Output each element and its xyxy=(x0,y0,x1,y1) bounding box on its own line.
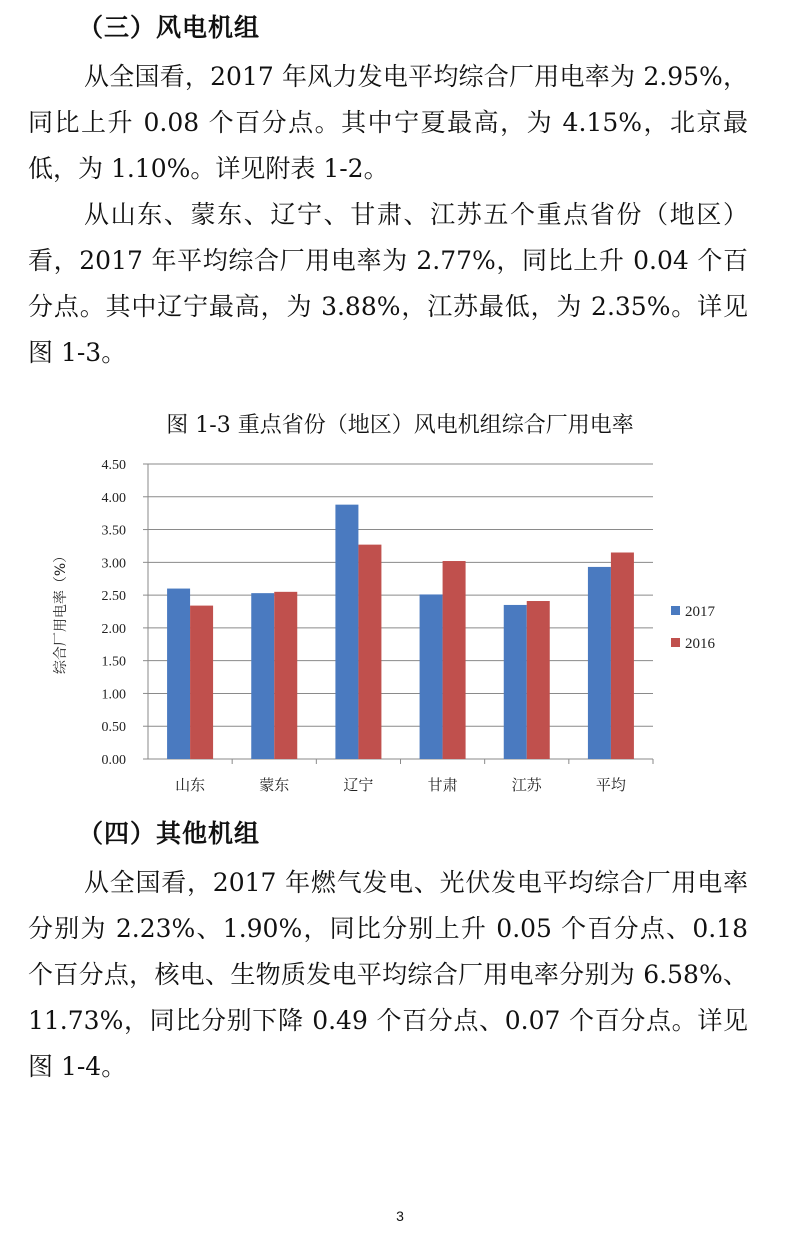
legend-swatch-2017 xyxy=(671,606,680,615)
bar-2016-平均 xyxy=(611,553,634,760)
y-tick-label: 4.00 xyxy=(101,490,126,506)
x-tick-label: 山东 xyxy=(175,776,206,794)
bar-2017-平均 xyxy=(588,567,611,759)
bar-2016-甘肃 xyxy=(443,561,466,759)
bar-2016-山东 xyxy=(190,606,213,759)
y-tick-label: 1.00 xyxy=(101,687,126,703)
bar-2017-蒙东 xyxy=(251,593,274,759)
wind-paragraph-provinces: 从山东、蒙东、辽宁、甘肃、江苏五个重点省份（地区）看，2017 年平均综合厂用电率为 2.77%，同比上升 0.04 个百分点。其中辽宁最高，为 3.88%，江苏最低，为 2.35%。详见图 1-3。 xyxy=(28,200,748,367)
y-tick-label: 0.00 xyxy=(101,753,126,768)
legend-swatch-2016 xyxy=(671,638,680,647)
y-tick-label: 3.00 xyxy=(101,556,126,572)
bar-2017-山东 xyxy=(167,589,190,759)
y-tick-label: 1.50 xyxy=(101,654,126,670)
bar-chart xyxy=(40,445,760,805)
section-heading-other: （四）其他机组 xyxy=(78,819,261,848)
y-tick-label: 2.50 xyxy=(101,589,126,605)
bar-2016-蒙东 xyxy=(274,592,297,759)
y-tick-label: 0.50 xyxy=(101,720,126,736)
x-tick-label: 江苏 xyxy=(511,776,542,794)
legend-label-2017: 2017 xyxy=(685,604,715,620)
bar-2016-辽宁 xyxy=(358,545,381,759)
x-tick-label: 蒙东 xyxy=(259,776,290,794)
legend-label-2016: 2016 xyxy=(685,636,715,652)
chart-caption: 图 1-3 重点省份（地区）风电机组综合厂用电率 xyxy=(166,413,634,438)
wind-paragraph-national: 从全国看，2017 年风力发电平均综合厂用电率为 2.95%，同比上升 0.08 个百分点。其中宁夏最高，为 4.15%，北京最低，为 1.10%。详见附表 1-2。 xyxy=(28,62,748,183)
y-tick-label: 2.00 xyxy=(101,621,126,637)
bar-2016-江苏 xyxy=(527,601,550,759)
y-tick-label: 4.50 xyxy=(101,458,126,473)
x-tick-label: 平均 xyxy=(595,776,626,794)
x-tick-label: 甘肃 xyxy=(427,776,458,794)
bar-2017-辽宁 xyxy=(335,505,358,759)
x-tick-label: 辽宁 xyxy=(343,776,374,794)
y-tick-label: 3.50 xyxy=(101,523,126,539)
bar-2017-甘肃 xyxy=(420,594,443,759)
page-number: 3 xyxy=(396,1208,404,1224)
other-paragraph: 从全国看，2017 年燃气发电、光伏发电平均综合厂用电率分别为 2.23%、1.90%，同比分别上升 0.05 个百分点、0.18 个百分点，核电、生物质发电平均综合厂用电率分别为 6.58%、11.73%，同比分别下降 0.49 个百分点、0.07 个百分点。详见图 1-4。 xyxy=(28,868,748,1081)
section-heading-wind: （三）风电机组 xyxy=(78,13,261,42)
bar-2017-江苏 xyxy=(504,605,527,759)
y-axis-label: 综合厂用电率（%） xyxy=(53,548,69,675)
